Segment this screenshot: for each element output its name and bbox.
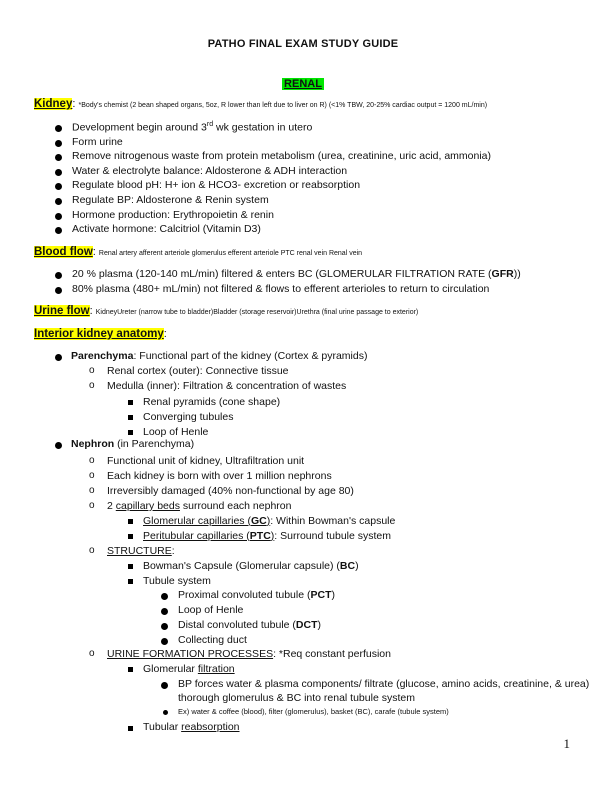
kidney-heading: Kidney: *Body's chemist (2 bean shaped organs, 5oz, R lower than left due to liver on R) (<1% TBW, 20-25% cardiac output = 1200 mL/min)	[34, 98, 488, 110]
bowmans-capsule-item: Bowman's Capsule (Glomerular capsule) (BC)	[143, 560, 359, 572]
medulla-sub-item: Renal pyramids (cone shape)	[143, 396, 281, 408]
example-line: Ex) water & coffee (blood), filter (glomerulus), basket (BC), carafe (tubule system)	[178, 707, 449, 716]
nephron-sub-item: Irreversibly damaged (40% non-functional by age 80)	[107, 485, 354, 497]
page-number: 1	[563, 736, 570, 751]
glomerular-filtration-item: Glomerular filtration	[143, 663, 235, 675]
urine-flow-path: KidneyUreter (narrow tube to bladder)Bladder (storage reservoir)Urethra (final urine passage to exterior)	[95, 309, 419, 316]
renal-cortex-item: Renal cortex (outer): Connective tissue	[107, 365, 289, 377]
bullet-dot	[55, 169, 62, 176]
tubule-sub-item: Collecting duct	[178, 634, 247, 646]
circle-marker: o	[89, 455, 95, 466]
blood-flow-path: Renal artery afferent arteriole glomerulus efferent arteriole PTC renal vein Renal vein	[98, 250, 363, 257]
square-marker	[128, 726, 133, 731]
blood-flow-bullet-item: 80% plasma (480+ mL/min) not filtered & flows to efferent arterioles to return to circulation	[72, 283, 490, 295]
bullet-dot	[163, 710, 168, 715]
square-marker	[128, 400, 133, 405]
blood-flow-heading: Blood flow: Renal artery afferent arteriole glomerulus efferent arteriole PTC renal vein Renal vein	[34, 246, 363, 258]
bullet-dot	[55, 213, 62, 220]
kidney-bullet-item: Hormone production: Erythropoietin & renin	[72, 208, 274, 221]
bullet-dot	[161, 593, 168, 600]
capillary-beds-item: 2 capillary beds surround each nephron	[107, 500, 292, 512]
tubule-sub-item: Proximal convoluted tubule (PCT)	[178, 589, 335, 601]
circle-marker: o	[89, 545, 95, 556]
medulla-item: Medulla (inner): Filtration & concentration of wastes	[107, 380, 347, 392]
bullet-dot	[55, 287, 62, 294]
bullet-dot	[55, 140, 62, 147]
urine-formation-item: URINE FORMATION PROCESSES: *Req constant perfusion	[107, 648, 391, 660]
nephron-item: Nephron (in Parenchyma)	[71, 438, 195, 450]
kidney-note: *Body's chemist (2 bean shaped organs, 5oz, R lower than left due to liver on R) (<1% TBW, 20-25% cardiac output = 1200 mL/min)	[78, 102, 488, 109]
gc-item: Glomerular capillaries (GC): Within Bowman's capsule	[143, 515, 396, 527]
bullet-dot	[55, 198, 62, 205]
kidney-bullet-item: Water & electrolyte balance: Aldosterone & ADH interaction	[72, 164, 348, 177]
bullet-dot	[55, 227, 62, 234]
bullet-dot	[55, 154, 62, 161]
bp-forces-line1: BP forces water & plasma components/ filtrate (glucose, amino acids, creatinine, & urea)	[178, 678, 590, 690]
document-title: PATHO FINAL EXAM STUDY GUIDE	[207, 38, 399, 50]
circle-marker: o	[89, 365, 95, 376]
circle-marker: o	[89, 648, 95, 659]
bullet-dot	[55, 354, 62, 361]
bullet-dot	[161, 682, 168, 689]
section-heading: RENAL	[284, 78, 322, 90]
circle-marker: o	[89, 500, 95, 511]
nephron-sub-item: Each kidney is born with over 1 million nephrons	[107, 470, 332, 482]
circle-marker: o	[89, 470, 95, 481]
kidney-bullet-item: Development begin around 3rd wk gestation in utero	[72, 121, 313, 134]
urine-flow-heading: Urine flow: KidneyUreter (narrow tube to bladder)Bladder (storage reservoir)Urethra (final urine passage to exterior)	[34, 305, 419, 317]
tubular-reabsorption-item: Tubular reabsorption	[143, 721, 240, 733]
bullet-dot	[161, 638, 168, 645]
square-marker	[128, 564, 133, 569]
square-marker	[128, 579, 133, 584]
kidney-bullet-item: Remove nitrogenous waste from protein metabolism (urea, creatinine, uric acid, ammonia)	[72, 150, 492, 163]
blood-flow-bullet-item: 20 % plasma (120-140 mL/min) filtered & enters BC (GLOMERULAR FILTRATION RATE (GFR))	[72, 268, 521, 280]
circle-marker: o	[89, 485, 95, 496]
bullet-dot	[161, 608, 168, 615]
bullet-dot	[55, 183, 62, 190]
kidney-bullet-item: Regulate blood pH: H+ ion & HCO3- excretion or reabsorption	[72, 179, 361, 192]
medulla-sub-item: Converging tubules	[143, 411, 234, 423]
anatomy-heading: Interior kidney anatomy:	[34, 328, 167, 340]
kidney-bullet-item: Regulate BP: Aldosterone & Renin system	[72, 194, 269, 206]
bullet-dot	[55, 125, 62, 132]
bullet-dot	[55, 272, 62, 279]
parenchyma-item: Parenchyma: Functional part of the kidney (Cortex & pyramids)	[71, 350, 368, 362]
nephron-sub-item: Functional unit of kidney, Ultrafiltration unit	[107, 455, 305, 467]
kidney-bullet-item: Form urine	[72, 135, 123, 148]
kidney-bullet-item: Activate hormone: Calcitriol (Vitamin D3)	[72, 223, 261, 236]
square-marker	[128, 415, 133, 420]
square-marker	[128, 519, 133, 524]
tubule-sub-item: Loop of Henle	[178, 604, 244, 616]
bullet-dot	[161, 623, 168, 630]
ptc-item: Peritubular capillaries (PTC): Surround tubule system	[143, 530, 392, 542]
square-marker	[128, 534, 133, 539]
bullet-dot	[55, 442, 62, 449]
medulla-sub-item: Loop of Henle	[143, 426, 209, 438]
structure-item: STRUCTURE:	[107, 545, 175, 557]
square-marker	[128, 667, 133, 672]
tubule-system-item: Tubule system	[143, 575, 211, 587]
tubule-sub-item: Distal convoluted tubule (DCT)	[178, 619, 321, 631]
circle-marker: o	[89, 380, 95, 391]
square-marker	[128, 430, 133, 435]
bp-forces-line2: thorough glomerulus & BC into renal tubule system	[178, 692, 415, 704]
